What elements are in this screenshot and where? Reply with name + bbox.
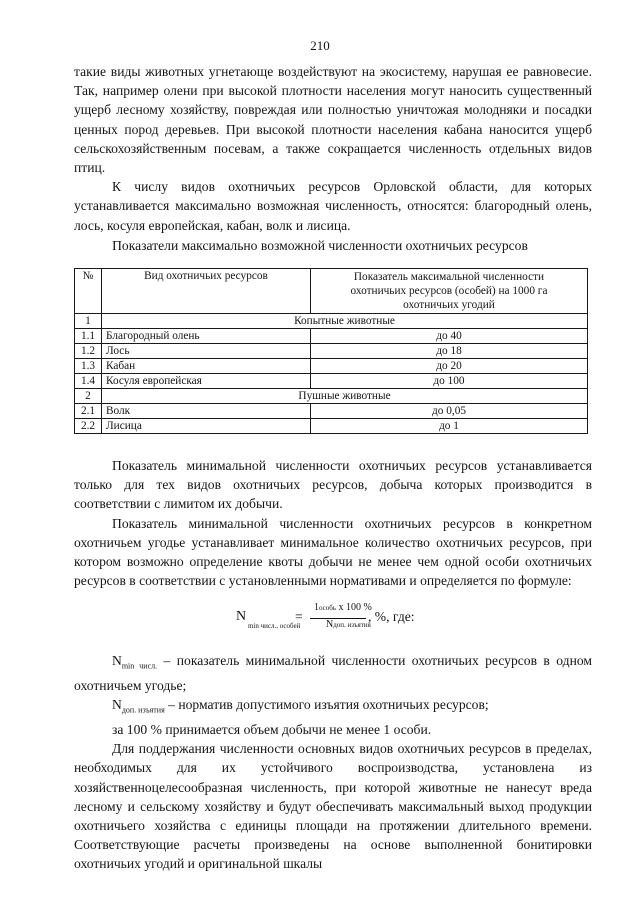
table-row (75, 404, 588, 419)
row-value: до 100 (311, 374, 588, 389)
group-num: 2 (75, 389, 102, 404)
table-row (75, 374, 588, 389)
col-header-indicator: Показатель максимальной численности охотничьих ресурсов (особей) на 1000 га охотничьих угодий (311, 269, 588, 314)
table-row (75, 359, 588, 374)
definition-symbol-sub: доп. изъятия (121, 705, 165, 715)
paragraph: такие виды животных угнетающе воздействуют на экосистему, нарушая ее равновесие. Так, например олени при высокой плотности населения могут наносить существенный ущерб лесному хозяйству, повреждая или полностью уничтожая молодняки и посадки ценных пород деревьев. При высокой плотности населения кабана наносится ущерб сельскохозяйственным посевам, а также сокращается численность отдельных видов птиц. (74, 64, 592, 176)
paragraph: Для поддержания численности основных видов охотничьих ресурсов в пределах, необходимых для их устойчивого воспроизводства, установлена из хозяйственноцелесообразная численность, при которой животные не нанесут вреда лесному и сельскому хозяйству и будут обеспечивать максимальный выход продукции охотничьего хозяйства с единицы площади на протяжении длительного времени. Соответствующие расчеты произведены на основе выполненной бонитировки охотничьих угодий и оригинальной шкалы (74, 741, 592, 872)
definitions-text (74, 651, 592, 874)
table-row (75, 419, 588, 434)
formula (236, 600, 496, 636)
numerator-tail: х 100 % (336, 602, 372, 613)
row-num: 1.3 (75, 359, 102, 374)
col-header-num: № (75, 269, 102, 314)
row-species: Волк (102, 404, 311, 419)
formula-equals: = (295, 609, 303, 624)
col-header-species: Вид охотничьих ресурсов (102, 269, 311, 314)
max-numbers-table (74, 268, 588, 434)
row-num: 1.1 (75, 329, 102, 344)
group-row (75, 314, 588, 329)
row-value: до 40 (311, 329, 588, 344)
row-num: 1.2 (75, 344, 102, 359)
row-num: 2.1 (75, 404, 102, 419)
intro-text (74, 62, 592, 235)
denominator-main: N (326, 619, 334, 630)
row-species: Кабан (102, 359, 311, 374)
row-value: до 20 (311, 359, 588, 374)
numerator-sub: особь (319, 604, 337, 612)
min-indicator-text (74, 456, 592, 590)
group-row (75, 389, 588, 404)
row-value: до 18 (311, 344, 588, 359)
definition (74, 651, 592, 695)
table-row (75, 329, 588, 344)
group-title: Пушные животные (102, 389, 588, 404)
row-num: 1.4 (75, 374, 102, 389)
formula-tail: , %, где: (368, 609, 415, 624)
definition-text: – показатель минимальной численности охотничьих ресурсов в одном охотничьем угодье; (74, 653, 592, 693)
definition (74, 695, 592, 720)
definition-symbol: N (112, 653, 122, 668)
paragraph: за 100 % принимается объем добычи не менее 1 особи. (112, 722, 432, 738)
group-num: 1 (75, 314, 102, 329)
table-row (75, 344, 588, 359)
paragraph: Показатель минимальной численности охотничьих ресурсов устанавливается только для тех видов охотничьих ресурсов, добыча которых производится в соответствии с лимитом их добычи. (74, 458, 592, 512)
definition-text: – норматив допустимого изъятия охотничьих ресурсов; (164, 697, 489, 713)
row-value: до 0,05 (311, 404, 588, 419)
formula-lhs-sub: min числ., особей (248, 622, 301, 630)
row-species: Благородный олень (102, 329, 311, 344)
table-caption: Показатели максимально возможной численности охотничьих ресурсов (112, 238, 528, 253)
paragraph: Показатель минимальной численности охотничьих ресурсов в конкретном охотничьем угодье устанавливает минимальное количество охотничьих ресурсов, при котором возможно определение квоты добычи не менее чем одной особи охотничьих ресурсов в соответствии с установленными нормативами и определяется по формуле: (74, 515, 592, 589)
denominator-sub: доп. изъятия (333, 621, 371, 629)
row-value: до 1 (311, 419, 588, 434)
definition-symbol-sub: min числ. (121, 661, 158, 671)
numerator-main: 1 (314, 602, 319, 613)
row-species: Лось (102, 344, 311, 359)
paragraph: К числу видов охотничьих ресурсов Орловской области, для которых устанавливается максимально возможная численность, относятся: благородный олень, лось, косуля европейская, кабан, волк и лисица. (74, 179, 592, 233)
table-header-row (75, 269, 588, 314)
row-species: Косуля европейская (102, 374, 311, 389)
formula-numerator (314, 602, 372, 613)
page-number: 210 (310, 38, 330, 53)
formula-denominator (326, 619, 371, 630)
group-title: Копытные животные (102, 314, 588, 329)
definition-symbol: N (112, 697, 122, 713)
row-species: Лисица (102, 419, 311, 434)
row-num: 2.2 (75, 419, 102, 434)
formula-lhs: N (236, 609, 247, 624)
